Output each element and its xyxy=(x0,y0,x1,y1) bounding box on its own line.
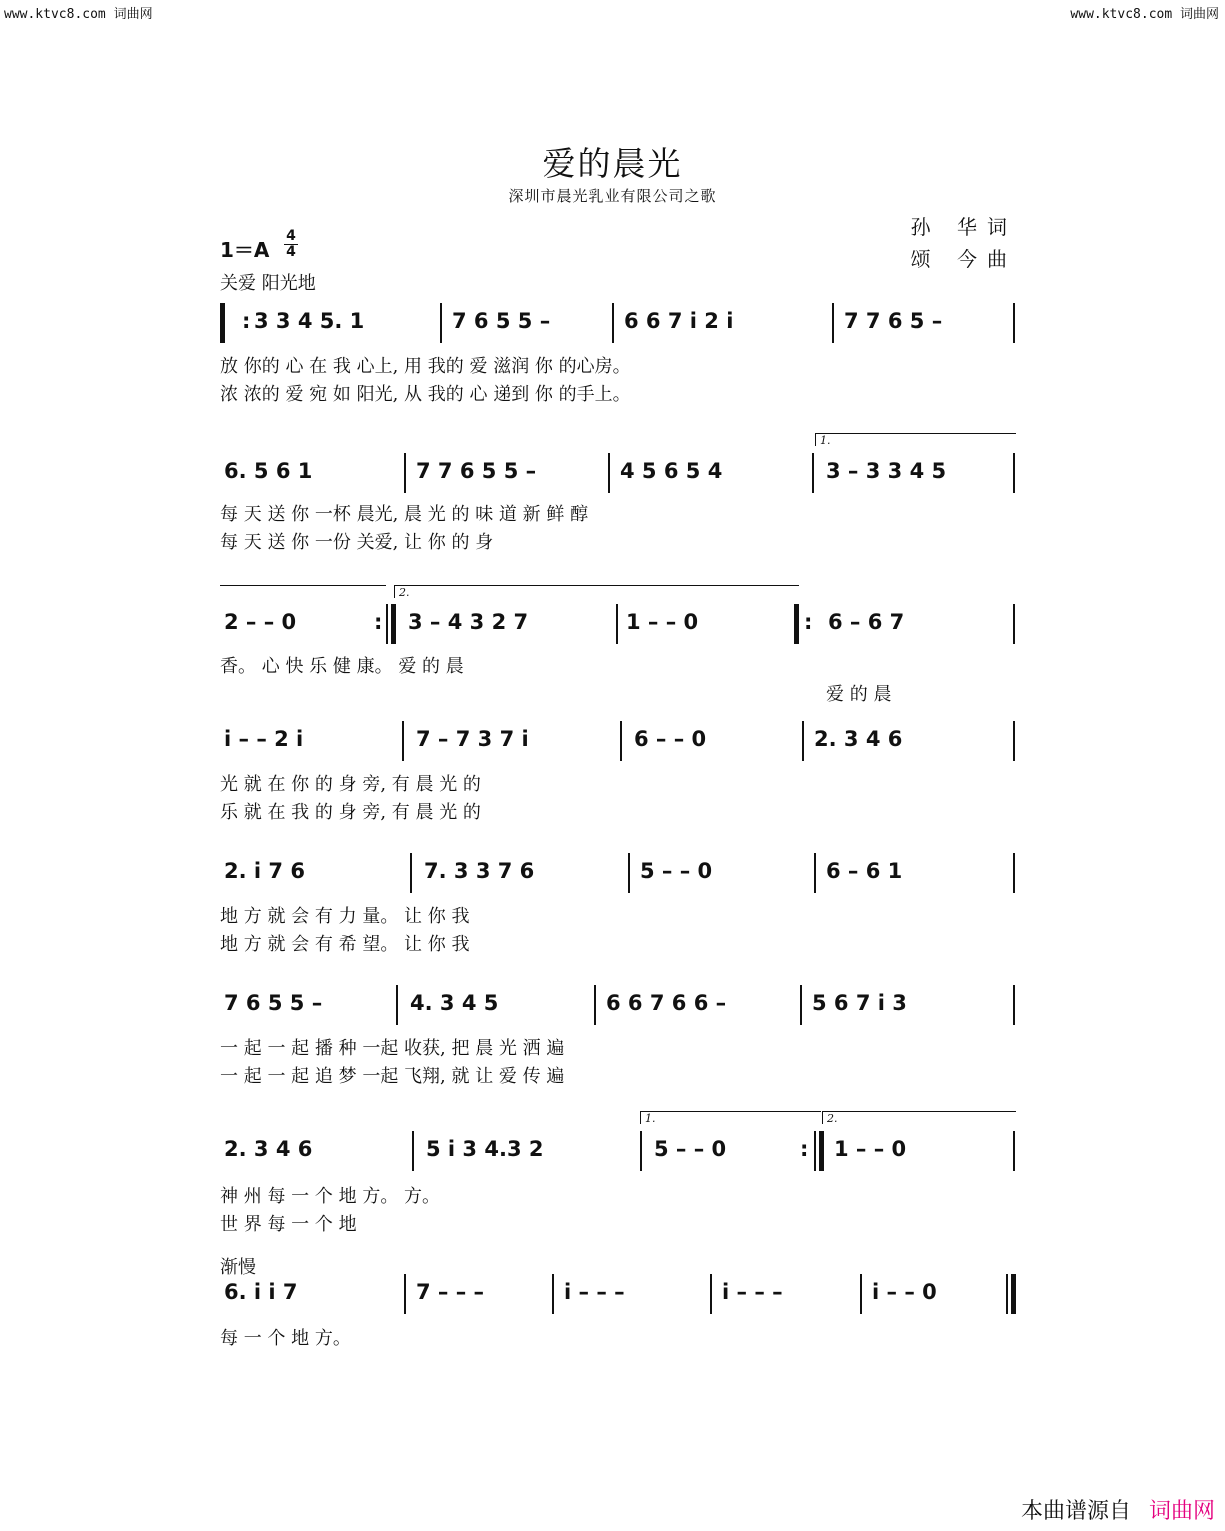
measure xyxy=(402,985,594,1025)
song-subtitle: 深圳市晨光乳业有限公司之歌 xyxy=(508,187,717,205)
composer-credit: 颂 今曲 xyxy=(910,247,1017,271)
barline xyxy=(440,303,442,343)
measure-notes: 4 5 6 5 4 xyxy=(620,459,723,483)
barline xyxy=(616,604,618,644)
volta-first: 1. xyxy=(640,1111,821,1124)
barline xyxy=(404,1274,406,1314)
measure-notes: 3 – 4 3 2 7 xyxy=(408,610,529,634)
measure xyxy=(418,1131,636,1171)
measure xyxy=(558,1274,708,1314)
measure-notes: 5 – – 0 xyxy=(654,1137,727,1161)
barline xyxy=(1013,303,1015,343)
barline xyxy=(1013,853,1015,893)
measure-notes: 7. 3 3 7 6 xyxy=(424,859,535,883)
measure: 5 – – 0 : xyxy=(654,1137,808,1161)
barline xyxy=(612,303,614,343)
barline xyxy=(412,1131,414,1171)
song-title: 爱的晨光 xyxy=(542,144,683,183)
lyrics-line: 地 方 就 会 有 力 量。 让 你 我 xyxy=(220,906,470,927)
measure xyxy=(818,453,1008,493)
lyrics-line: 神 州 每 一 个 地 方。 方。 xyxy=(220,1186,441,1207)
time-signature-bottom: 4 xyxy=(286,244,296,260)
lyrics-line: 放 你的 心 在 我 心上, 用 我的 爱 滋润 你 的心房。 xyxy=(220,356,631,377)
measure-notes: 1 – – 0 xyxy=(626,610,699,634)
measure xyxy=(220,453,400,493)
barline xyxy=(1013,604,1015,644)
watermark-left: www.ktvc8.com 词曲网 xyxy=(4,7,153,22)
lyrics-line: 爱 的 晨 xyxy=(826,684,892,705)
score-system-6 xyxy=(220,985,1015,1025)
barline xyxy=(640,1131,642,1171)
time-signature xyxy=(284,229,298,260)
measure-notes: 6 – – 0 xyxy=(634,727,707,751)
measure-notes: 2 – – 0 xyxy=(224,610,297,634)
lyricist-credit: 孙 华词 xyxy=(910,215,1017,239)
barline xyxy=(404,453,406,493)
measure-notes: 7 6 5 5 – xyxy=(452,309,551,333)
measure xyxy=(622,604,792,644)
volta-second: 2. xyxy=(394,585,799,598)
barline xyxy=(628,853,630,893)
measure xyxy=(400,604,616,644)
measure-notes: 7 6 5 5 – xyxy=(224,991,323,1015)
repeat-end-barline-thick xyxy=(819,1131,824,1171)
measure xyxy=(446,303,610,343)
measure xyxy=(410,1274,548,1314)
measure-notes: 6 6 7 i 2 i xyxy=(624,309,734,333)
barline xyxy=(812,453,814,493)
lyrics-line: 乐 就 在 我 的 身 旁, 有 晨 光 的 xyxy=(220,802,481,823)
measure-notes: 7 – 7 3 7 i xyxy=(416,727,529,751)
lyrics-line: 一 起 一 起 播 种 一起 收获, 把 晨 光 洒 遍 xyxy=(220,1038,565,1059)
measure xyxy=(808,721,1008,761)
repeat-end-barline xyxy=(814,1131,816,1171)
lyrics-line: 香。 心 快 乐 健 康。 爱 的 晨 xyxy=(220,656,464,677)
measure: 2 – – 0 : xyxy=(224,610,383,634)
barline xyxy=(1013,985,1015,1025)
score-system-4 xyxy=(220,721,1015,761)
measure-notes: i – – – xyxy=(564,1280,625,1304)
measure-notes: 6. i i 7 xyxy=(224,1280,298,1304)
barline xyxy=(802,721,804,761)
barline xyxy=(814,853,816,893)
lyrics-line: 世 界 每 一 个 地 xyxy=(220,1214,357,1235)
measure-notes: i – – 0 xyxy=(872,1280,937,1304)
measure xyxy=(600,985,798,1025)
measure-notes: 5 – – 0 xyxy=(640,859,713,883)
measure xyxy=(220,721,396,761)
barline xyxy=(410,853,412,893)
barline xyxy=(832,303,834,343)
measure xyxy=(416,853,626,893)
measure-notes: 6 – 6 1 xyxy=(826,859,903,883)
measure xyxy=(614,453,810,493)
footer-brand xyxy=(1021,1494,1215,1525)
score-system-8 xyxy=(220,1274,1015,1314)
measure-notes: 2. i 7 6 xyxy=(224,859,305,883)
measure-notes: i – – – xyxy=(722,1280,783,1304)
barline xyxy=(800,985,802,1025)
measure-notes: 7 7 6 5 – xyxy=(844,309,943,333)
score-system-1 xyxy=(220,303,1015,343)
barline xyxy=(860,1274,862,1314)
measure-notes: 2. 3 4 6 xyxy=(814,727,903,751)
measure xyxy=(806,985,1008,1025)
score-system-7 xyxy=(220,1131,1015,1171)
measure-notes: 4. 3 4 5 xyxy=(410,991,499,1015)
barline xyxy=(1013,1131,1015,1171)
footer-site-name: 词曲网 xyxy=(1148,1499,1215,1524)
measure-notes: 3 3 4 5. 1 xyxy=(254,309,365,333)
footer-source-text: 本曲谱源自 xyxy=(1020,1499,1131,1524)
measure xyxy=(634,853,812,893)
measure-notes: 7 – – – xyxy=(416,1280,485,1304)
measure-notes: 7 7 6 5 5 – xyxy=(416,459,537,483)
measure xyxy=(408,721,614,761)
measure xyxy=(828,1131,1008,1171)
lyrics-line: 光 就 在 你 的 身 旁, 有 晨 光 的 xyxy=(220,774,481,795)
measure-notes: 5 i 3 4.3 2 xyxy=(426,1137,544,1161)
lyrics-line: 每 天 送 你 一份 关爱, 让 你 的 身 xyxy=(220,532,494,553)
barline xyxy=(402,721,404,761)
measure: : 6 – 6 7 xyxy=(804,610,905,634)
barline xyxy=(552,1274,554,1314)
score-system-5 xyxy=(220,853,1015,893)
repeat-start-barline xyxy=(794,604,799,644)
volta-first: 1. xyxy=(815,433,1016,446)
measure-notes: 6 – 6 7 xyxy=(828,610,905,634)
measure xyxy=(220,1274,400,1314)
measure xyxy=(618,303,830,343)
measure xyxy=(838,303,1008,343)
volta-first-continuation xyxy=(220,585,386,586)
measure-notes: 6. 5 6 1 xyxy=(224,459,313,483)
barline xyxy=(396,985,398,1025)
measure xyxy=(410,453,606,493)
score-system-2 xyxy=(220,453,1015,493)
score-system-3 xyxy=(220,604,1015,644)
lyrics-line: 每 天 送 你 一杯 晨光, 晨 光 的 味 道 新 鲜 醇 xyxy=(220,504,589,525)
repeat-start-barline xyxy=(220,303,225,343)
barline xyxy=(1013,721,1015,761)
measure-notes: 6 6 7 6 6 – xyxy=(606,991,727,1015)
measure xyxy=(626,721,802,761)
tempo-mark-start: 关爱 阳光地 xyxy=(220,273,316,294)
barline xyxy=(1013,453,1015,493)
time-signature-top: 4 xyxy=(286,228,296,244)
measure-notes: i – – 2 i xyxy=(224,727,304,751)
final-barline-thick xyxy=(1011,1274,1016,1314)
final-barline xyxy=(1006,1274,1008,1314)
repeat-end-barline xyxy=(386,604,388,644)
measure: : 3 3 4 5. 1 xyxy=(242,309,365,333)
measure-notes: 5 6 7 i 3 xyxy=(812,991,907,1015)
lyrics-line: 每 一 个 地 方。 xyxy=(220,1328,351,1349)
lyrics-line: 浓 浓的 爱 宛 如 阳光, 从 我的 心 递到 你 的手上。 xyxy=(220,384,631,405)
key-signature: 1＝A xyxy=(220,238,270,262)
measure xyxy=(866,1274,998,1314)
measure xyxy=(220,985,394,1025)
watermark-right: www.ktvc8.com 词曲网 xyxy=(1070,7,1219,22)
measure-notes: 1 – – 0 xyxy=(834,1137,907,1161)
volta-second: 2. xyxy=(822,1111,1016,1124)
barline xyxy=(620,721,622,761)
lyrics-line: 一 起 一 起 追 梦 一起 飞翔, 就 让 爱 传 遍 xyxy=(220,1066,565,1087)
measure xyxy=(220,1131,408,1171)
measure xyxy=(820,853,1008,893)
tempo-mark-ending: 渐慢 xyxy=(220,1257,256,1278)
measure-notes: 2. 3 4 6 xyxy=(224,1137,313,1161)
measure xyxy=(716,1274,856,1314)
barline xyxy=(608,453,610,493)
measure xyxy=(220,853,406,893)
measure-notes: 3 – 3 3 4 5 xyxy=(826,459,947,483)
lyrics-line: 地 方 就 会 有 希 望。 让 你 我 xyxy=(220,934,470,955)
barline xyxy=(594,985,596,1025)
repeat-end-barline-thick xyxy=(391,604,396,644)
barline xyxy=(710,1274,712,1314)
